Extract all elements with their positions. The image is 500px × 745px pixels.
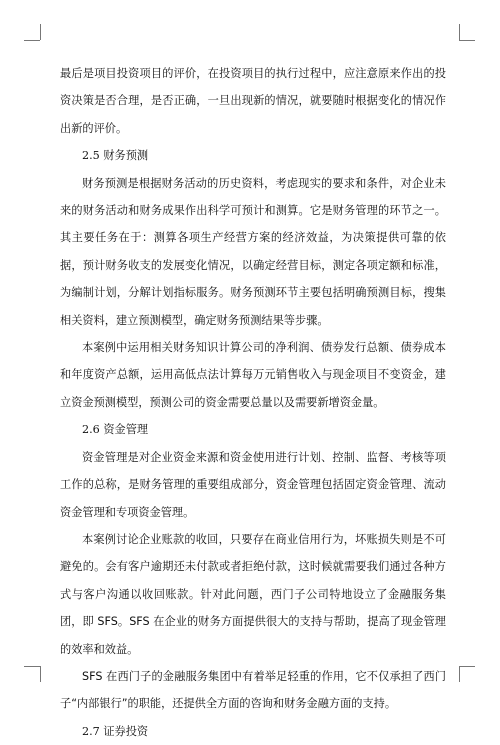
section-heading: 2.6 资金管理 (82, 423, 149, 437)
crop-mark (40, 24, 41, 40)
crop-mark (40, 666, 41, 682)
paragraph: 最后是项目投资项目的评价，在投资项目的执行过程中，应注意原来作出的投资决策是否合理，是否正确，一旦出现新的情况，就要随时根据变化的情况作出新的评价。 (60, 67, 446, 135)
crop-mark (459, 24, 460, 40)
crop-mark (459, 666, 475, 667)
crop-mark (24, 40, 40, 41)
crop-mark (24, 666, 40, 667)
paragraph: 财务预测是根据财务活动的历史资料，考虑现实的要求和条件，对企业未来的财务活动和财务成果作出科学可预计和测算。它是财务管理的环节之一。其主要任务在于：测算各项生产经营方案的经济效益，为决策提供可靠的依据，预计财务收支的发展变化情况，以确定经营目标，测定各项定额和标准，为编制计划，分解计划指标服务。财务预测环节主要包括明确预测目标，搜集相关资料，建立预测模型，确定财务预测结果等步骤。 (60, 176, 446, 327)
section-heading: 2.5 财务预测 (82, 149, 149, 163)
document-body (60, 60, 446, 745)
paragraph: SFS 在西门子的金融服务集团中有着举足轻重的作用，它不仅承担了西门子“内部银行”的职能，还提供全方面的咨询和财务金融方面的支持。 (60, 669, 446, 711)
crop-mark (459, 666, 460, 682)
paragraph: 资金管理是对企业资金来源和资金使用进行计划、控制、监督、考核等项工作的总称，是财务管理的重要组成部分，资金管理包括固定资金管理、流动资金管理和专项资金管理。 (60, 450, 446, 519)
paragraph: 本案例讨论企业账款的收回，只要存在商业信用行为，坏账损失则是不可避免的。会有客户逾期还未付款或者拒绝付款，这时候就需要我们通过各种方式与客户沟通以收回账款。针对此问题，西门子公司特地设立了金融服务集团，即 SFS。SFS 在企业的财务方面提供很大的支持与帮助，提高了现金管理的效率和效益。 (60, 532, 446, 656)
crop-mark (459, 40, 475, 41)
paragraph: 本案例中运用相关财务知识计算公司的净利润、债券发行总额、债券成本和年度资产总额，运用高低点法计算每万元销售收入与现金项目不变资金，建立资金预测模型，预测公司的资金需要总量以及需要新增资金量。 (60, 341, 446, 409)
section-heading: 2.7 证券投资 (82, 724, 149, 738)
